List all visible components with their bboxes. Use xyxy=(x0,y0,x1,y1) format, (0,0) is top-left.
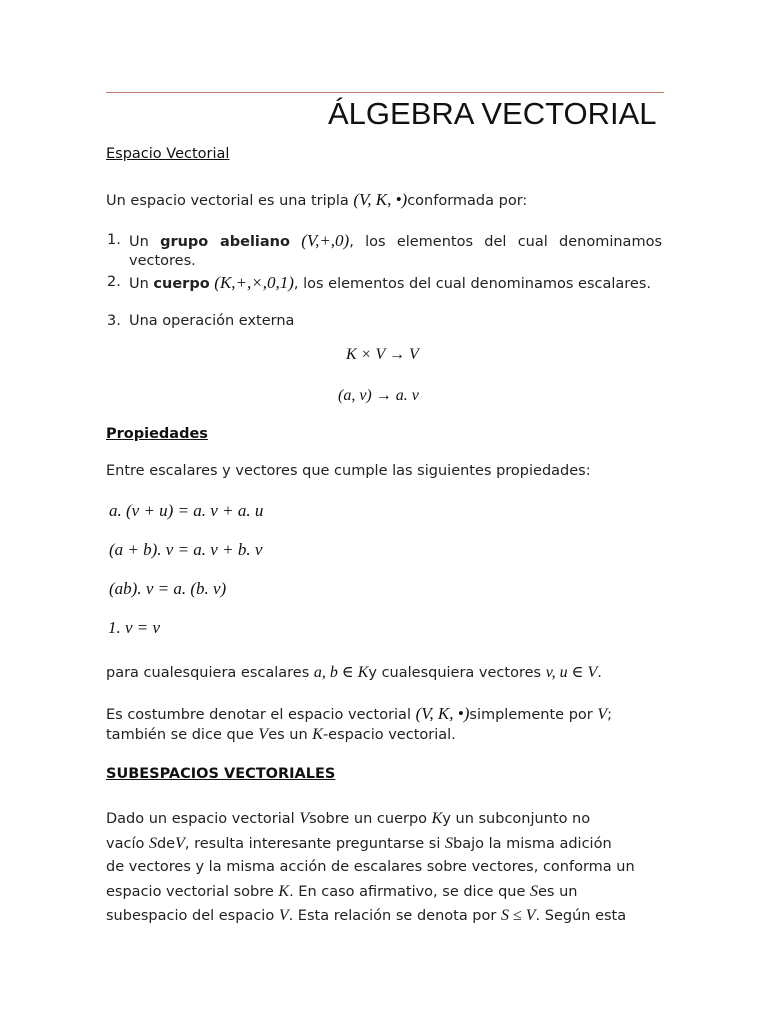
math-s: S xyxy=(445,834,453,852)
text: Es costumbre denotar el espacio vectorial xyxy=(106,707,416,723)
list-text: Una operación externa xyxy=(129,313,295,329)
math-v: V xyxy=(175,834,185,852)
list-text: Un xyxy=(129,276,154,292)
math-v: V xyxy=(258,726,269,743)
page-title: ÁLGEBRA VECTORIAL xyxy=(328,96,657,131)
text: . Según esta xyxy=(535,908,627,924)
text: ; xyxy=(607,707,613,723)
property-formula: (a + b). v = a. v + b. v xyxy=(109,540,263,559)
notation-paragraph xyxy=(106,704,662,745)
text: simplemente por xyxy=(469,707,598,723)
quantifier-line xyxy=(106,662,602,682)
text: es un xyxy=(268,727,313,743)
text: sobre un cuerpo xyxy=(309,811,432,827)
math-vectores: v, u ∈ V xyxy=(545,664,598,681)
text: . Esta relación se denota por xyxy=(288,908,501,924)
text: de xyxy=(156,835,176,852)
list-item xyxy=(107,312,662,331)
list-text: Un xyxy=(129,234,161,250)
math-cuerpo: (K,+,×,0,1) xyxy=(214,273,294,292)
math-escalares: a, b ∈ K xyxy=(313,664,369,681)
paragraph-line xyxy=(106,880,662,905)
property-formula: (ab). v = a. (b. v) xyxy=(109,579,227,598)
text: vacío xyxy=(106,835,149,852)
text: , resulta interesante preguntarse si xyxy=(184,835,445,852)
intro-text-post: conformada por: xyxy=(407,193,528,209)
subespacios-paragraph xyxy=(106,807,662,929)
math-k: K xyxy=(312,726,323,743)
math-s: S xyxy=(148,834,157,852)
paragraph-line xyxy=(106,832,662,857)
list-bold-term: cuerpo xyxy=(153,276,210,292)
intro-text-pre: Un espacio vectorial es una tripla xyxy=(106,193,354,209)
list-text: , los elementos del cual denominamos escalares. xyxy=(293,276,651,292)
math-subset: S ≤ V xyxy=(500,907,536,924)
list-item xyxy=(107,273,662,294)
text: y un subconjunto no xyxy=(442,811,591,827)
math-operation-def: (a, v) → a. v xyxy=(338,387,419,404)
math-v: V xyxy=(278,907,289,924)
math-v: V xyxy=(299,810,310,827)
text: bajo la misma adición xyxy=(453,835,612,852)
math-s: S xyxy=(530,882,539,900)
intro-paragraph xyxy=(106,190,527,210)
math-tripla: (V, K, •) xyxy=(353,190,408,209)
math-k: K xyxy=(431,810,443,827)
section-heading-subespacios: SUBESPACIOS VECTORIALES xyxy=(106,766,336,782)
math-tripla: (V, K, •) xyxy=(415,704,470,723)
text: es un xyxy=(538,883,578,900)
text: para cualesquiera escalares xyxy=(106,665,314,681)
section-heading-propiedades: Propiedades xyxy=(106,426,208,442)
text: . xyxy=(597,665,602,681)
paragraph-line: de vectores y la misma acción de escalares sobre vectores, conforma un xyxy=(106,859,635,875)
property-formula: a. (v + u) = a. v + a. u xyxy=(109,501,264,520)
list-number: 3. xyxy=(107,313,121,329)
text: subespacio del espacio xyxy=(106,908,279,924)
math-operation-map: K × V → V xyxy=(346,346,419,363)
text: espacio vectorial sobre xyxy=(106,883,279,900)
math-grupo: (V,+,0) xyxy=(301,231,350,250)
list-number: 2. xyxy=(107,274,121,290)
text: también se dice que xyxy=(106,727,259,743)
list-bold-term: grupo abeliano xyxy=(160,234,290,250)
section-heading-espacio-vectorial: Espacio Vectorial xyxy=(106,146,230,162)
paragraph-line xyxy=(106,807,662,832)
list-item xyxy=(107,231,662,271)
list-text: , los elementos del cual denominamos vectores. xyxy=(129,234,662,269)
list-number: 1. xyxy=(107,232,121,248)
text: y cualesquiera vectores xyxy=(368,665,546,681)
math-k: K xyxy=(278,882,290,900)
property-formula: 1. v = v xyxy=(108,618,161,637)
math-v: V xyxy=(597,706,608,723)
propiedades-intro: Entre escalares y vectores que cumple las siguientes propiedades: xyxy=(106,463,591,479)
header-rule xyxy=(106,92,664,93)
text: . En caso afirmativo, se dice que xyxy=(289,883,531,900)
text: Dado un espacio vectorial xyxy=(106,811,300,827)
paragraph-line xyxy=(106,904,662,929)
text-seg xyxy=(106,807,590,832)
text: -espacio vectorial. xyxy=(322,727,456,743)
